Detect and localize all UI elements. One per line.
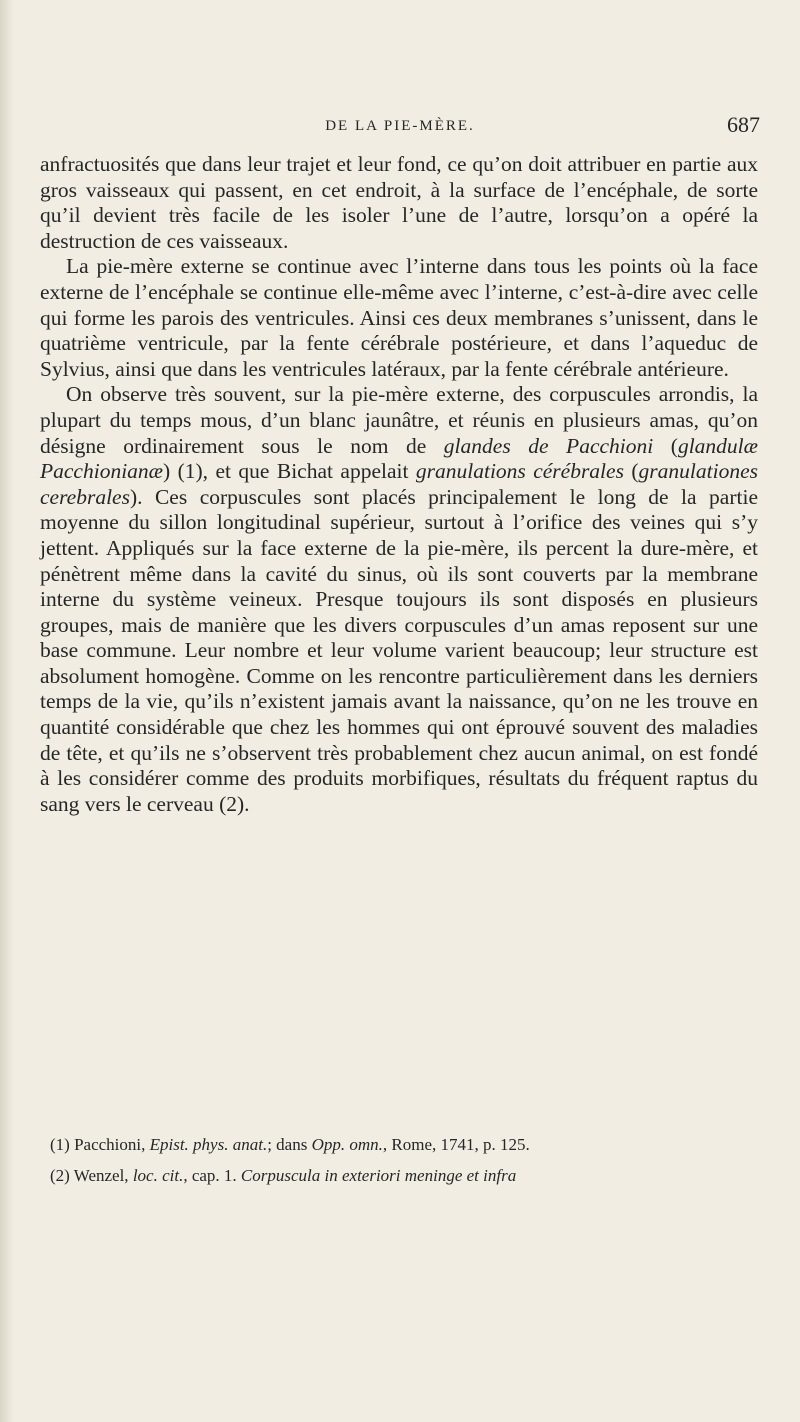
paragraph-3-text-c: ) (1), et que Bichat appelait [163,459,416,484]
footnote-1-italic-work: Opp. omn. [311,1135,383,1154]
page-number: 687 [727,112,760,137]
paragraph-3 [40,382,758,817]
footnote-1-italic-title: Epist. phys. anat. [149,1135,268,1154]
paragraph-3-text-a: On observe très souvent, sur la pie-mère externe, des corpuscules arrondis, la plupart du temps mous, d’un blanc jaunâtre, et réunis en plusieurs amas, qu’on désigne ordinairement sous le nom de [40,382,758,458]
footnote-2 [40,1163,758,1188]
paragraph-3-text-b: ( [653,433,678,458]
footnote-2-italic-title: Corpuscula in exteriori meninge et infra [240,1166,517,1185]
footnotes [40,1132,758,1188]
paragraph-3-text-e: ). Ces corpuscules sont placés principalement le long de la partie moyenne du sillon longitudinal supérieur, surtout à l’orifice des veines qui s’y jettent. Appliqués sur la face externe de la pie-mère, ils percent la dure-mère, et pénètrent même dans la cavité du sinus, où ils sont couverts par la membrane interne du système veineux. Presque toujours ils sont disposés en plusieurs groupes, mais de manière que les divers corpuscules d’un amas reposent sur une base commune. Leur nombre et leur volume varient beaucoup; leur structure est absolument homogène. Comme on les rencontre particulièrement dans les derniers temps de la vie, qu’ils n’existent jamais avant la naissance, qu’on ne les trouve en quantité considérable que chez les hommes qui ont éprouvé souvent des maladies de tête, et qu’ils ne s’observent très probablement chez aucun animal, on est fondé à les considérer comme des produits morbifiques, résultats du fréquent raptus du sang vers le cerveau (2). [40,484,758,816]
page-header [40,112,760,142]
paragraph-3-text-d: ( [623,459,639,484]
footnote-2-text-a: (2) Wenzel, [50,1166,133,1185]
paragraph-1: anfractuosités que dans leur trajet et leur fond, ce qu’on doit attribuer en partie aux gros vaisseaux qui passent, en cet endroit, à la surface de l’encéphale, de sorte qu’il devient très facile de les isoler l’une de l’autre, lorsqu’on a opéré la destruction de ces vaisseaux. [40,152,758,253]
paragraph-2: La pie-mère externe se continue avec l’interne dans tous les points où la face externe de l’encéphale se continue elle-même avec l’interne, c’est-à-dire avec celle qui forme les parois des ventricules. Ainsi ces deux membranes s’unissent, dans le quatrième ventricule, par la fente cérébrale postérieure, et dans l’aqueduc de Sylvius, ainsi que dans les ventricules latéraux, par la fente cérébrale antérieure. [40,254,758,381]
body-text [40,152,758,817]
footnote-2-italic-loc-cit: loc. cit. [132,1166,184,1185]
italic-glandulae-pacchionianae: glandulæ Pacchionianæ [40,433,758,484]
italic-granulationes-cerebrales: granulationes cerebrales [40,459,758,509]
running-head: DE LA PIE-MÈRE. [325,118,475,134]
italic-granulations-cerebrales: granulations cérébrales [415,459,624,484]
footnote-1 [40,1132,758,1157]
binding-gutter [0,0,14,1422]
footnote-1-text-c: , Rome, 1741, p. 125. [382,1135,530,1154]
footnote-1-text-b: ; dans [267,1135,312,1154]
footnote-1-text-a: (1) Pacchioni, [50,1135,150,1154]
italic-glandes-de-pacchioni: glandes de Pacchioni [443,433,654,458]
footnote-2-text-b: , cap. 1. [183,1166,241,1185]
